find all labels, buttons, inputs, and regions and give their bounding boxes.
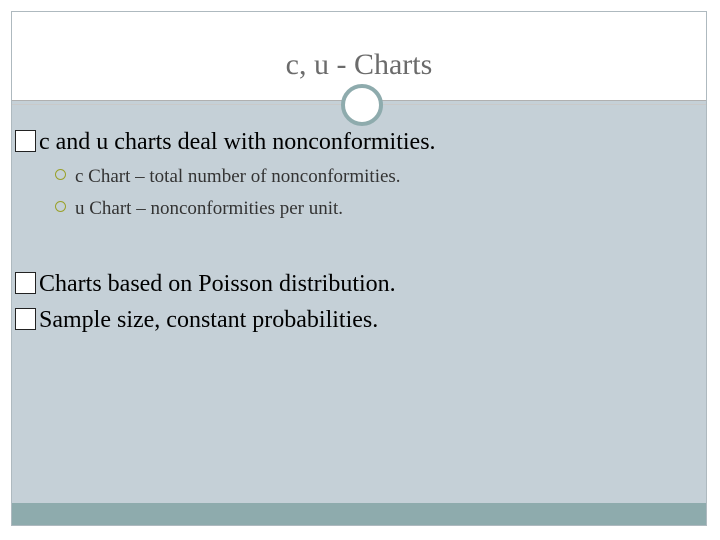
- sub-bullet-text: u Chart – nonconformities per unit.: [75, 198, 344, 219]
- bullet-item: [15, 271, 396, 298]
- square-bullet-icon: [15, 308, 36, 330]
- slide-title: c, u - Charts: [285, 48, 433, 81]
- footer-bar: [12, 503, 706, 525]
- bullet-item: [15, 129, 436, 156]
- sub-bullet-text: c Chart – total number of nonconformities.: [75, 166, 401, 187]
- bullet-text: c and u charts deal with nonconformities.: [39, 129, 436, 155]
- square-bullet-icon: [15, 130, 36, 152]
- bullet-item: [15, 307, 378, 334]
- circle-bullet-icon: [55, 201, 66, 212]
- circle-bullet-icon: [55, 169, 66, 180]
- slide: [11, 11, 707, 526]
- decorative-circle-icon: [341, 84, 383, 126]
- sub-bullet-item: [55, 166, 401, 188]
- bullet-text: Charts based on Poisson distribution.: [39, 271, 396, 297]
- square-bullet-icon: [15, 272, 36, 294]
- bullet-text: Sample size, constant probabilities.: [39, 307, 379, 333]
- sub-bullet-item: [55, 198, 343, 220]
